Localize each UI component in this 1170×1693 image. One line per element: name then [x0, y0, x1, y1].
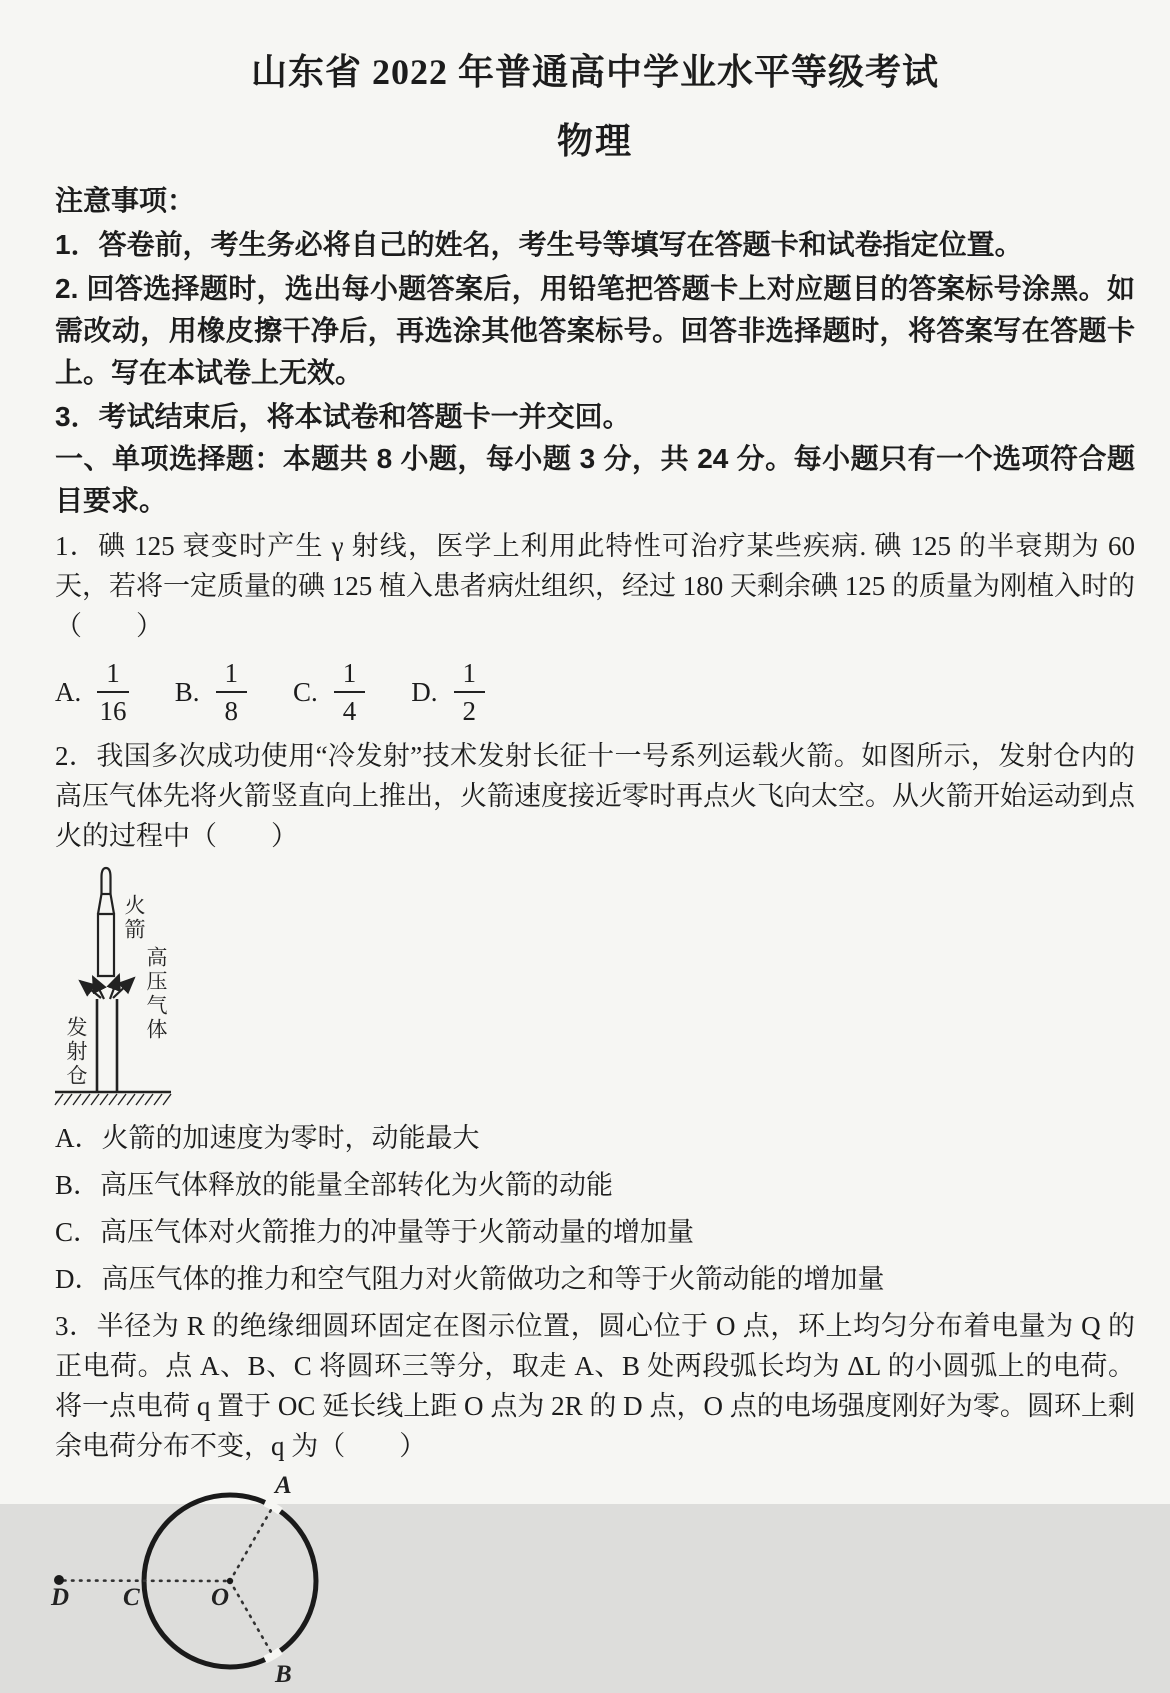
option-label: D. [411, 676, 438, 707]
question-2-text: 2．我国多次成功使用“冷发射”技术发射长征十一号系列运载火箭。如图所示，发射仓内的高压气体先将火箭竖直向上推出，火箭速度接近零时再点火飞向太空。从火箭开始运动到点火的过程中（ ） [55, 741, 1135, 852]
point-c-label: C [123, 1584, 140, 1612]
question-1-text: 1．碘 125 衰变时产生 γ 射线，医学上利用此特性可治疗某些疾病. 碘 125 的半衰期为 60 天，若将一定质量的碘 125 植入患者病灶组织，经过 180 天剩余碘 125 的质量为刚植入时的（ ） [55, 531, 1135, 641]
fraction [334, 658, 366, 726]
notice-heading: 注意事项： [55, 185, 196, 216]
point-d-label: D [51, 1584, 70, 1612]
question-1-option-b [175, 658, 247, 726]
point-a-label: A [275, 1472, 292, 1500]
option-label: B. [174, 676, 200, 707]
question-3-text: 3．半径为 R 的绝缘细圆环固定在图示位置，圆心位于 O 点，环上均匀分布着电量为 Q 的正电荷。点 A、B、C 将圆环三等分，取走 A、B 处两段弧长均为 ΔL 的小圆弧上的电荷。将一点电荷 q 置于 OC 延长线上距 O 点为 2R 的 D 点，O 点的电场强度刚好为零。圆环上剩余电荷分布不变，q 为（ ） [55, 1311, 1135, 1462]
question-2-option-d: D．高压气体的推力和空气阻力对火箭做功之和等于火箭动能的增加量 [55, 1264, 885, 1295]
rocket-figure [55, 864, 265, 1110]
question-1-option-a [55, 658, 129, 726]
question-2-option-a: A．火箭的加速度为零时，动能最大 [55, 1123, 480, 1154]
exam-title: 山东省 2022 年普通高中学业水平等级考试 [250, 52, 939, 92]
question-1-option-d [411, 658, 485, 726]
notice-item-3: 3．考试结束后，将本试卷和答题卡一并交回。 [55, 401, 631, 432]
fraction-denominator: 16 [99, 696, 127, 727]
option-label: C. [293, 676, 318, 707]
dotted-lines [64, 1507, 273, 1656]
fraction [216, 658, 248, 726]
fraction-numerator: 1 [454, 658, 486, 693]
notice-item-1: 1．答卷前，考生务必将自己的姓名，考生号等填写在答题卡和试卷指定位置。 [55, 229, 1023, 260]
launch-tube [97, 999, 117, 1092]
rocket-body [98, 868, 114, 976]
point-b-label: B [275, 1661, 292, 1689]
question-1-options [55, 658, 1135, 726]
notice-item-2: 2. 回答选择题时，选出每小题答案后，用铅笔把答题卡上对应题目的答案标号涂黑。如需改动，用橡皮擦干净后，再选涂其他答案标号。回答非选择题时，将答案写在答题卡上。写在本试卷上无效。 [55, 273, 1135, 388]
fraction [454, 658, 486, 726]
section-heading: 一、单项选择题：本题共 8 小题，每小题 3 分，共 24 分。每小题只有一个选项符合题目要求。 [55, 443, 1135, 516]
tube-label: 发射仓 [64, 1016, 88, 1089]
ground [55, 1092, 171, 1105]
exam-subject: 物理 [556, 121, 633, 161]
fraction-numerator: 1 [334, 658, 366, 693]
fraction-denominator: 8 [224, 696, 239, 727]
gas-label: 高压气体 [144, 946, 168, 1043]
question-1-option-c [293, 658, 365, 726]
gas-arrows [80, 975, 134, 999]
fraction [97, 658, 129, 726]
fraction-denominator: 4 [342, 696, 357, 727]
question-2-option-b: B．高压气体释放的能量全部转化为火箭的动能 [55, 1170, 614, 1201]
question-2-option-c: C．高压气体对火箭推力的冲量等于火箭动量的增加量 [55, 1217, 695, 1248]
fraction-numerator: 1 [216, 658, 248, 693]
fraction-denominator: 2 [462, 696, 477, 727]
rocket-label: 火箭 [122, 894, 146, 943]
center-o-label: O [211, 1584, 230, 1612]
ring-figure [50, 1472, 390, 1688]
ring-drawing [50, 1472, 390, 1688]
removed-arcs [265, 1503, 281, 1660]
fraction-numerator: 1 [97, 658, 129, 693]
option-label: A. [55, 676, 82, 707]
